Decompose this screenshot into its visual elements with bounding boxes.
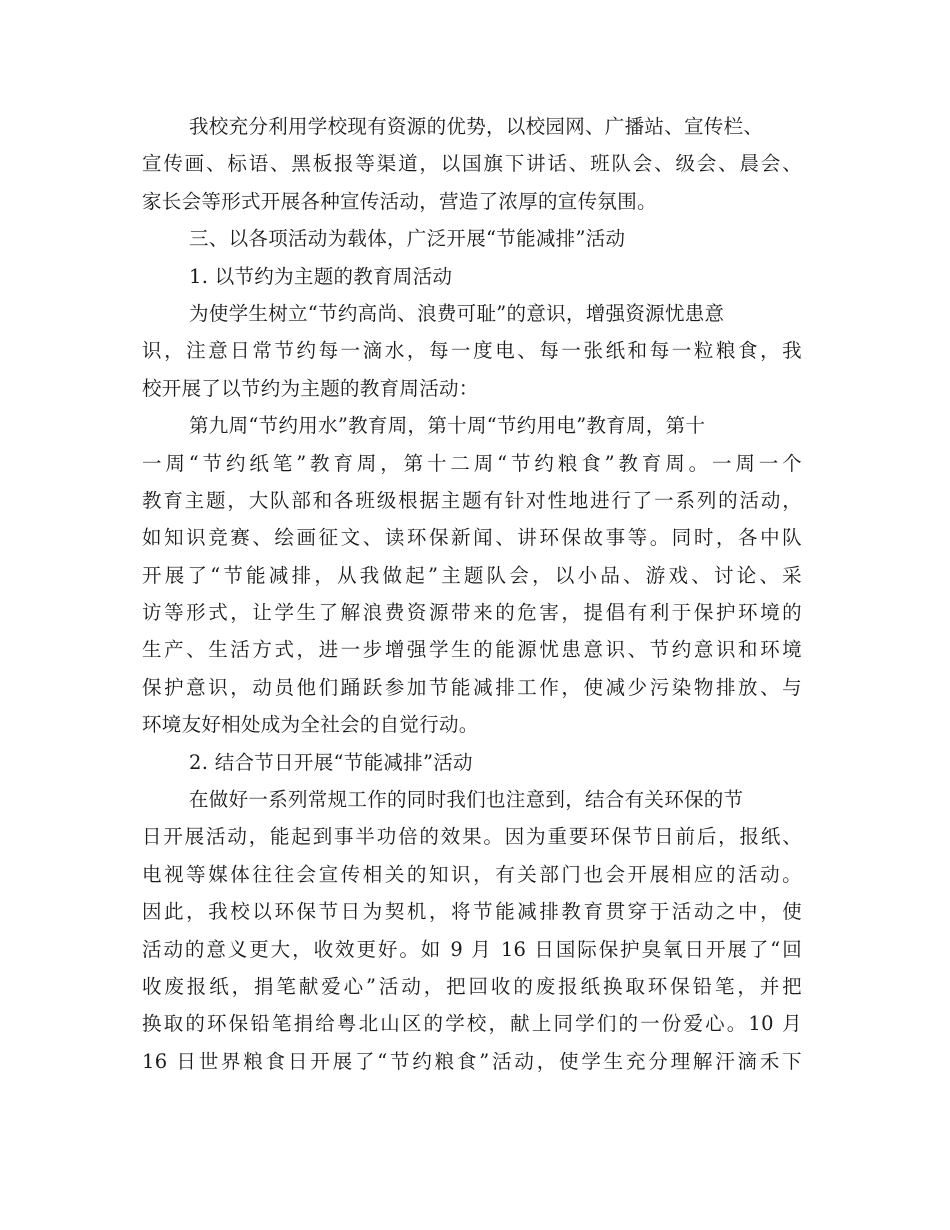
paragraph-line: 换取的环保铅笔捐给粤北山区的学校，献上同学们的一份爱心。10 月 [142,1012,802,1036]
paragraph-line: 活动的意义更大，收效更好。如 9 月 16 日国际保护臭氧日开展了“回 [142,937,802,961]
subsection-heading: 2. 结合节日开展“节能减排”活动 [189,750,473,774]
paragraph-line: 环境友好相处成为全社会的自觉行动。 [142,713,479,737]
paragraph-line: 为使学生树立“节约高尚、浪费可耻”的意识，增强资源忧患意 [189,301,725,325]
paragraph-line: 开展了“节能减排，从我做起”主题队会，以小品、游戏、讨论、采 [142,563,802,587]
paragraph-line: 生产、生活方式，进一步增强学生的能源忧患意识、节约意识和环境 [142,638,802,662]
paragraph-line: 电视等媒体往往会宣传相关的知识，有关部门也会开展相应的活动。 [142,862,802,886]
paragraph-line: 一周“节约纸笔”教育周，第十二周“节约粮食”教育周。一周一个 [142,451,802,475]
paragraph-line: 家长会等形式开展各种宣传活动，营造了浓厚的宣传氛围。 [142,189,657,213]
paragraph-line: 宣传画、标语、黑板报等渠道，以国旗下讲话、班队会、级会、晨会、 [142,152,802,176]
paragraph-line: 日开展活动，能起到事半功倍的效果。因为重要环保节日前后，报纸、 [142,825,802,849]
paragraph-line: 校开展了以节约为主题的教育周活动： [142,376,479,400]
section-heading: 三、以各项活动为载体，广泛开展“节能减排”活动 [189,227,626,251]
paragraph-line: 因此，我校以环保节日为契机，将节能减排教育贯穿于活动之中，使 [142,900,802,924]
paragraph-line: 在做好一系列常规工作的同时我们也注意到，结合有关环保的节 [189,788,744,812]
document-body [142,108,802,1080]
paragraph-line: 16 日世界粮食日开展了“节约粮食”活动，使学生充分理解汗滴禾下 [142,1049,802,1073]
paragraph-line: 保护意识，动员他们踊跃参加节能减排工作，使减少污染物排放、与 [142,675,802,699]
paragraph-line: 我校充分利用学校现有资源的优势，以校园网、广播站、宣传栏、 [189,115,764,138]
paragraph-line: 第九周“节约用水”教育周，第十周“节约用电”教育周，第十 [189,414,706,438]
subsection-heading: 1. 以节约为主题的教育周活动 [189,264,453,288]
paragraph-line: 如知识竞赛、绘画征文、读环保新闻、讲环保故事等。同时，各中队 [142,526,802,550]
paragraph-line: 教育主题，大队部和各班级根据主题有针对性地进行了一系列的活动， [142,488,802,512]
paragraph-line: 收废报纸，捐笔献爱心”活动，把回收的废报纸换取环保铅笔，并把 [142,974,802,998]
paragraph-line: 访等形式，让学生了解浪费资源带来的危害，提倡有利于保护环境的 [142,601,802,625]
paragraph-line: 识，注意日常节约每一滴水，每一度电、每一张纸和每一粒粮食，我 [142,339,802,363]
